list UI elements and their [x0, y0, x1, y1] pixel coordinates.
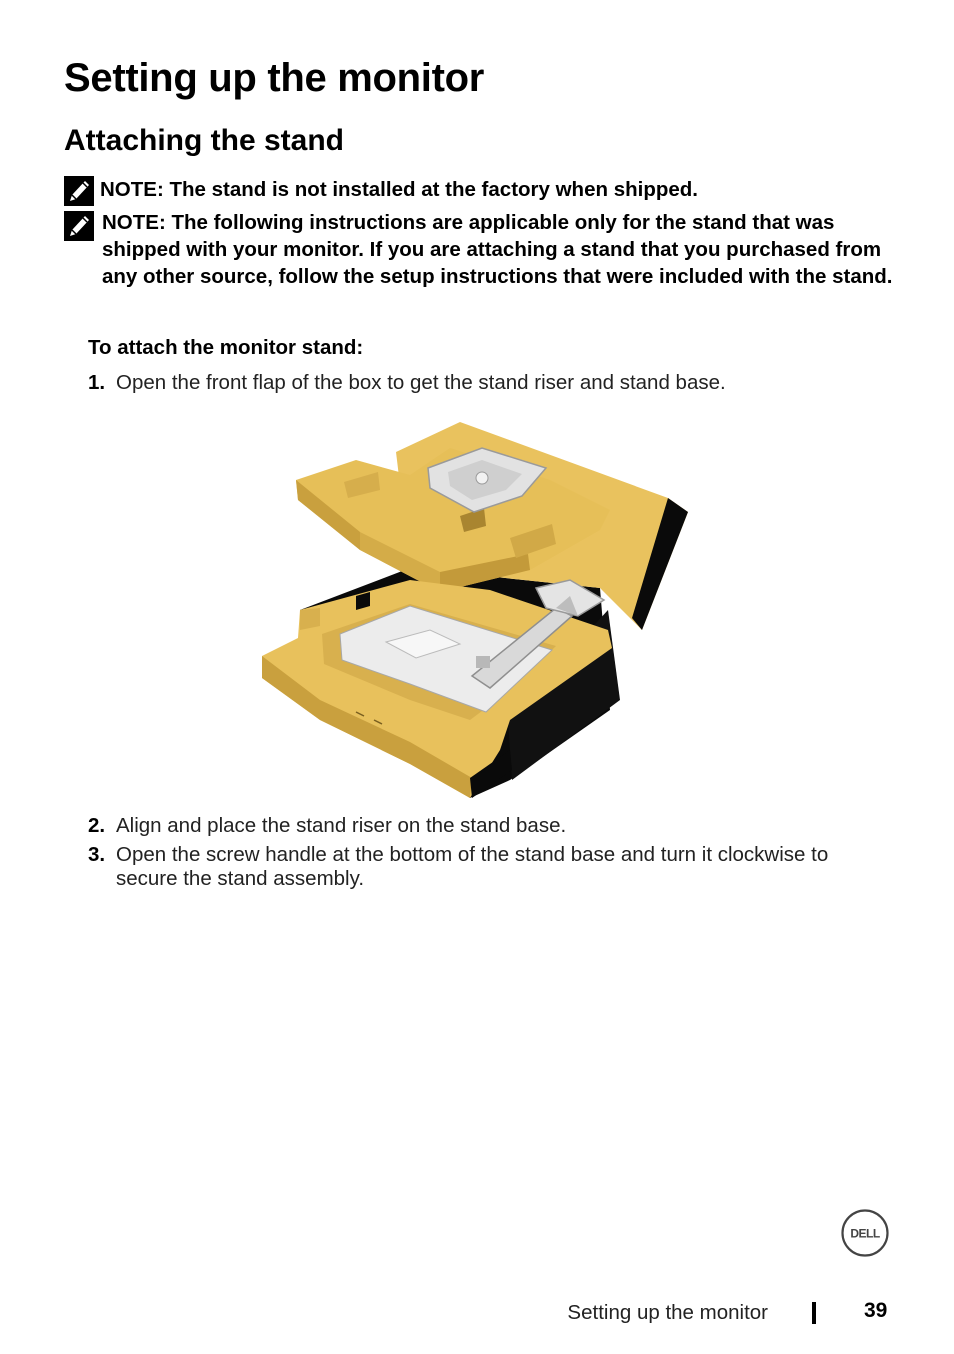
note-pencil-icon	[64, 176, 94, 206]
note-1	[64, 176, 904, 210]
note-2-text: NOTE: The following instructions are applicable only for the stand that was shipped with your monitor. If you are attaching a stand that you purchased from any other source, follow the setup instructions that were included with the stand.	[102, 211, 893, 288]
step-text: Open the front flap of the box to get the stand riser and stand base.	[116, 371, 726, 394]
opened-box-illustration	[260, 420, 692, 798]
step-text: Open the screw handle at the bottom of the stand base and turn it clockwise to secure the stand assembly.	[116, 843, 829, 890]
page-number: 39	[864, 1299, 888, 1322]
note-pencil-icon	[64, 211, 94, 241]
procedure-heading: To attach the monitor stand:	[88, 336, 364, 359]
note-1-text: NOTE: The stand is not installed at the factory when shipped.	[100, 178, 698, 201]
svg-text:DELL: DELL	[850, 1226, 880, 1241]
step-number: 3.	[88, 843, 106, 866]
note-2	[64, 209, 904, 319]
footer-separator	[812, 1302, 816, 1324]
dell-logo	[840, 1208, 890, 1258]
footer-section-title: Setting up the monitor	[567, 1301, 768, 1324]
step-number: 2.	[88, 814, 106, 837]
page-title: Setting up the monitor	[64, 56, 485, 100]
step-number: 1.	[88, 371, 106, 394]
step-text: Align and place the stand riser on the stand base.	[116, 814, 567, 837]
section-title: Attaching the stand	[64, 124, 345, 157]
